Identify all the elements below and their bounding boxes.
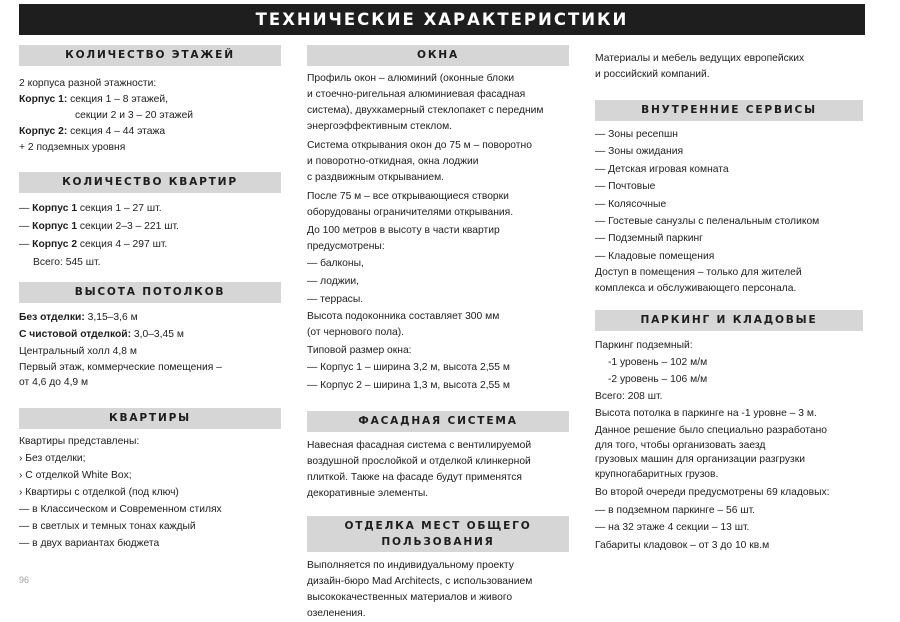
text-line: декоративные элементы. xyxy=(307,488,429,499)
page-number: 96 xyxy=(19,575,30,585)
text-line: комплекса и обслуживающего персонала. xyxy=(595,283,797,295)
section-heading-apartments: КВАРТИРЫ xyxy=(19,408,281,429)
list-item: — в Классическом и Современном стилях xyxy=(19,504,222,515)
list-item: — Гостевые санузлы с пеленальным столиком xyxy=(595,216,820,228)
text-line: система), двухкамерный стеклопакет с передним xyxy=(307,105,544,116)
text-span: секция 4 – 297 шт. xyxy=(77,239,168,250)
section-heading-facade: ФАСАДНАЯ СИСТЕМА xyxy=(307,411,569,432)
list-item xyxy=(19,236,281,254)
section-heading-parking: ПАРКИНГ И КЛАДОВЫЕ xyxy=(595,310,863,331)
text-line: Первый этаж, коммерческие помещения – xyxy=(19,362,222,373)
list-item: — Детская игровая комната xyxy=(595,163,729,175)
section-heading-ceilings: ВЫСОТА ПОТОЛКОВ xyxy=(19,282,281,303)
section-heading-services: ВНУТРЕННИЕ СЕРВИСЫ xyxy=(595,100,863,121)
text-line: секции 2 и 3 – 20 этажей xyxy=(75,110,194,121)
text-line xyxy=(19,92,281,108)
list-item: — Подземный паркинг xyxy=(595,233,703,245)
text-line: оборудованы ограничителями открывания. xyxy=(307,207,514,218)
text-line: + 2 подземных уровня xyxy=(19,142,126,153)
text-line: Система открывания окон до 75 м – поворотно xyxy=(307,140,532,151)
section-heading-floors: КОЛИЧЕСТВО ЭТАЖЕЙ xyxy=(19,45,281,66)
text-line: Профиль окон – алюминий (оконные блоки xyxy=(307,73,515,84)
text-line: и стоечно-ригельная алюминиевая фасадная xyxy=(307,89,526,100)
bold-label: Без отделки: xyxy=(19,312,85,323)
text-line: (от чернового пола). xyxy=(307,327,405,338)
list-item: — Корпус 1 – ширина 3,2 м, высота 2,55 м xyxy=(307,362,510,373)
column-left xyxy=(19,45,281,552)
page-title: ТЕХНИЧЕСКИЕ ХАРАКТЕРИСТИКИ xyxy=(19,4,865,35)
text-line: -1 уровень – 102 м/м xyxy=(608,357,708,369)
text-span: секции 2–3 – 221 шт. xyxy=(77,221,179,232)
text-line: Высота подоконника составляет 300 мм xyxy=(307,311,500,322)
column-middle xyxy=(307,45,569,622)
text-line: озеленения. xyxy=(307,608,366,619)
list-item: — балконы, xyxy=(307,258,364,269)
text-line: грузовых машин для организации разгрузки xyxy=(595,454,805,466)
text-line: До 100 метров в высоту в части квартир xyxy=(307,225,500,236)
text-line: Всего: 208 шт. xyxy=(595,391,663,403)
dash: — xyxy=(19,203,33,214)
text-line: крупногабаритных грузов. xyxy=(595,468,719,480)
list-item: › Квартиры с отделкой (под ключ) xyxy=(19,487,179,498)
list-item: — террасы. xyxy=(307,294,364,305)
heading-line: ПОЛЬЗОВАНИЯ xyxy=(381,536,495,548)
text-line: Выполняется по индивидуальному проекту xyxy=(307,560,514,571)
text-line: Данное решение было специально разработано xyxy=(595,425,827,437)
text-line xyxy=(19,309,281,326)
text-line: Паркинг подземный: xyxy=(595,340,693,352)
text-line: Материалы и мебель ведущих европейских xyxy=(595,53,805,64)
list-item: — в двух вариантах бюджета xyxy=(19,538,160,549)
list-item: — Корпус 2 – ширина 1,3 м, высота 2,55 м xyxy=(307,380,510,391)
text-line: и российский компаний. xyxy=(595,69,710,80)
bold-label: Корпус 2 xyxy=(32,239,78,250)
list-item: — Кладовые помещения xyxy=(595,250,715,262)
text-line: высококачественных материалов и живого xyxy=(307,592,513,603)
text-line: Высота потолка в паркинге на -1 уровне – 3 м. xyxy=(595,408,817,420)
text-line: плиткой. Также на фасаде будут применятся xyxy=(307,472,523,483)
text-span: 3,15–3,6 м xyxy=(84,312,138,323)
text-line: Всего: 545 шт. xyxy=(33,257,101,268)
bold-label: Корпус 1 xyxy=(32,221,78,232)
text-line: Доступ в помещения – только для жителей xyxy=(595,267,802,279)
text-span: секция 1 – 27 шт. xyxy=(77,203,162,214)
text-line: с раздвижным открыванием. xyxy=(307,172,445,183)
text-line: Во второй очереди предусмотрены 69 кладовых: xyxy=(595,487,830,499)
text-span: секция 4 – 44 этажа xyxy=(67,126,166,137)
text-line xyxy=(19,124,281,140)
text-line: воздушной прослойкой и отделкой клинкерной xyxy=(307,456,531,467)
section-heading-windows: ОКНА xyxy=(307,45,569,66)
bold-label: Корпус 1 xyxy=(32,203,78,214)
list-item: › Без отделки; xyxy=(19,453,86,464)
column-right xyxy=(595,51,863,554)
text-line: Типовой размер окна: xyxy=(307,345,412,356)
text-line: для того, чтобы организовать заезд xyxy=(595,439,766,451)
list-item: — в светлых и темных тонах каждый xyxy=(19,521,196,532)
heading-line: ОТДЕЛКА МЕСТ ОБЩЕГО xyxy=(344,520,532,532)
section-heading-flats: КОЛИЧЕСТВО КВАРТИР xyxy=(19,172,281,193)
text-line: -2 уровень – 106 м/м xyxy=(608,374,708,386)
list-item: — Зоны ресепшн xyxy=(595,129,678,140)
section-heading-finishing xyxy=(307,516,569,552)
text-line: предусмотрены: xyxy=(307,241,385,252)
list-item: — в подземном паркинге – 56 шт. xyxy=(595,504,756,516)
dash: — xyxy=(19,221,33,232)
text-span: секция 1 – 8 этажей, xyxy=(67,94,168,105)
text-line: энергоэффективным стеклом. xyxy=(307,121,453,132)
text-line: После 75 м – все открывающиеся створки xyxy=(307,191,509,202)
text-span: 3,0–3,45 м xyxy=(131,329,184,340)
bold-label: Корпус 1: xyxy=(19,94,68,105)
list-item xyxy=(19,218,281,236)
list-item: — лоджии, xyxy=(307,276,360,287)
list-item: — Почтовые xyxy=(595,181,656,193)
text-line xyxy=(19,326,281,343)
text-line: дизайн-бюро Mad Architects, с использованием xyxy=(307,576,533,587)
text-line: 2 корпуса разной этажности: xyxy=(19,78,157,89)
list-item: › С отделкой White Box; xyxy=(19,470,132,481)
dash: — xyxy=(19,239,33,250)
text-line: от 4,6 до 4,9 м xyxy=(19,377,89,388)
text-line: Квартиры представлены: xyxy=(19,436,140,447)
list-item xyxy=(19,200,281,218)
bold-label: С чистовой отделкой: xyxy=(19,329,132,340)
text-line: Навесная фасадная система с вентилируемой xyxy=(307,440,532,451)
list-item: — на 32 этаже 4 секции – 13 шт. xyxy=(595,522,750,534)
text-line: и поворотно-откидная, окна лоджии xyxy=(307,156,479,167)
text-line: Центральный холл 4,8 м xyxy=(19,346,137,357)
text-line: Габариты кладовок – от 3 до 10 кв.м xyxy=(595,539,770,551)
list-item: — Колясочные xyxy=(595,198,667,210)
bold-label: Корпус 2: xyxy=(19,126,68,137)
list-item: — Зоны ожидания xyxy=(595,146,684,158)
